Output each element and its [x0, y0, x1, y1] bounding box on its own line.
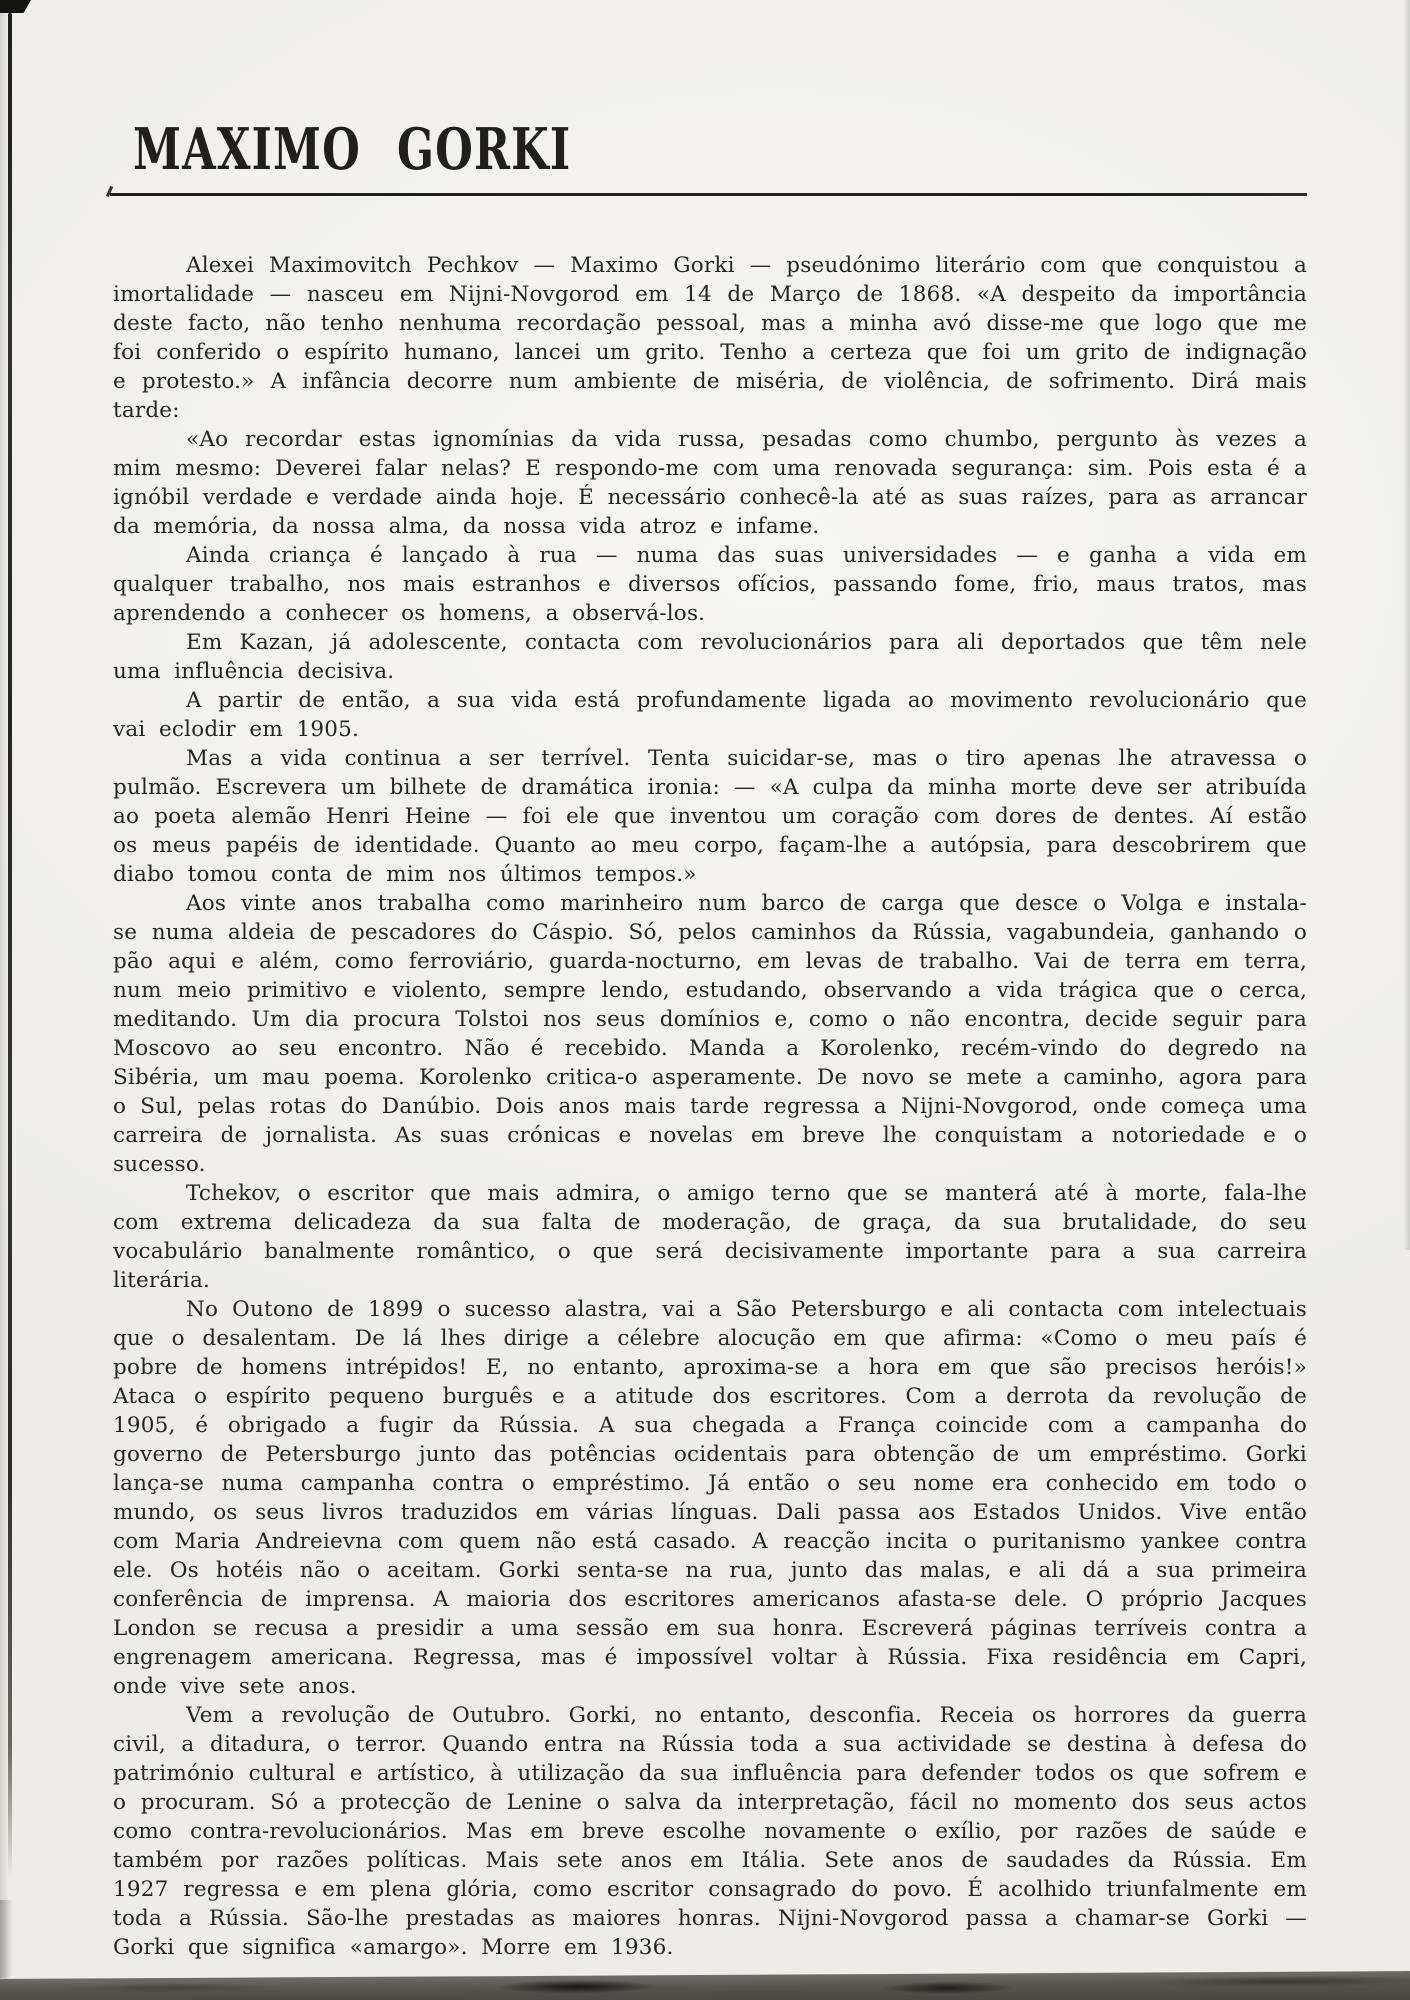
paragraph-tchekov: Tchekov, o escritor que mais admira, o amigo terno que se manterá até à morte, fala-lhe com extrema delicadeza da sua falta de moderação, de graça, da sua brutalidade, do seu vocabulário banalmente romântico, o que será decisivamente importante para a sua carreira literária. [113, 1181, 1307, 1293]
scan-bottom-left-shade [0, 1900, 13, 1978]
paragraph-1899: No Outono de 1899 o sucesso alastra, vai a São Petersburgo e ali contacta com intelectuais que o desalentam. De lá lhes dirige a célebre alocução em que afirma: «Como o meu país é pobre de homens intrépidos! E, no entanto, aproxima-se a hora em que são precisos heróis!» Ataca o espírito pequeno burguês e a atitude dos escritores. Com a derrota da revolução de 1905, é obrigado a fugir da Rússia. A sua chegada a França coincide com a campanha do governo de Petersburgo junto das potências ocidentais para obtenção de um empréstimo. Gorki lança-se numa campanha contra o empréstimo. Já então o seu nome era conhecido em todo o mundo, os seus livros traduzidos em várias línguas. Dali passa aos Estados Unidos. Vive então com Maria Andreievna com quem não está casado. A reacção incita o puritanismo yankee contra ele. Os hotéis não o aceitam. Gorki senta-se na rua, junto das malas, e ali dá a sua primeira conferência de imprensa. A maioria dos escritores americanos afasta-se dele. O próprio Jacques London se recusa a presidir a uma sessão em sua honra. Escreverá páginas terríveis contra a engrenagem americana. Regressa, mas é impossível voltar à Rússia. Fixa residência em Capri, onde vive sete anos. [113, 1297, 1307, 1699]
title-underline-rule [110, 193, 1307, 196]
scan-left-edge-line [8, 13, 12, 1879]
scan-bottom-edge [0, 1971, 1410, 2000]
paragraph-volga: Aos vinte anos trabalha como marinheiro num barco de carga que desce o Volga e instala-se numa aldeia de pescadores do Cáspio. Só, pelos caminhos da Rússia, vagabundeia, ganhando o pão aqui e além, como ferroviário, guarda-nocturno, em levas de trabalho. Vai de terra em terra, num meio primitivo e violento, sempre lendo, estudando, observando a vida trágica que o cerca, meditando. Um dia procura Tolstoi nos seus domínios e, como o não encontra, decide seguir para Moscovo ao seu encontro. Não é recebido. Manda a Korolenko, recém-vindo do degredo na Sibéria, um mau poema. Korolenko critica-o asperamente. De novo se mete a caminho, agora para o Sul, pelas rotas do Danúbio. Dois anos mais tarde regressa a Nijni-Novgorod, onde começa uma carreira de jornalista. As suas crónicas e novelas em breve lhe conquistam a notoriedade e o sucesso. [113, 891, 1307, 1177]
page-title: MAXIMO GORKI [133, 116, 572, 183]
scan-right-shade [1403, 0, 1410, 1250]
paragraph-movimento: A partir de então, a sua vida está profundamente ligada ao movimento revolucionário que vai eclodir em 1905. [113, 688, 1307, 742]
paragraph-outubro: Vem a revolução de Outubro. Gorki, no entanto, desconfia. Receia os horrores da guerra civil, a ditadura, o terror. Quando entra na Rússia toda a sua actividade se destina à defesa do património cultural e artístico, à utilização da sua influência para defender todos os que sofrem e o procuram. Só a protecção de Lenine o salva da interpretação, fácil no momento dos seus actos como contra-revolucionários. Mas em breve escolhe novamente o exílio, por razões de saúde e também por razões políticas. Mais sete anos em Itália. Sete anos de saudades da Rússia. Em 1927 regressa e em plena glória, como escritor consagrado do povo. É acolhido triunfalmente em toda a Rússia. São-lhe prestadas as maiores honras. Nijni-Novgorod passa a chamar-se Gorki — Gorki que significa «amargo». Morre em 1936. [113, 1703, 1307, 1960]
paragraph-intro: Alexei Maximovitch Pechkov — Maximo Gorki — pseudónimo literário com que conquistou a imortalidade — nasceu em Nijni-Novgorod em 14 de Março de 1868. «A despeito da importância deste facto, não tenho nenhuma recordação pessoal, mas a minha avó disse-me que logo que me foi conferido o espírito humano, lancei um grito. Tenho a certeza que foi um grito de indignação e protesto.» A infância decorre num ambiente de miséria, de violência, de sofrimento. Dirá mais tarde: [113, 253, 1307, 423]
paragraph-crianca: Ainda criança é lançado à rua — numa das suas universidades — e ganha a vida em qualquer trabalho, nos mais estranhos e diversos ofícios, passando fome, frio, maus tratos, mas aprendendo a conhecer os homens, a observá-los. [113, 543, 1307, 626]
paragraph-suicidio: Mas a vida continua a ser terrível. Tenta suicidar-se, mas o tiro apenas lhe atravessa o pulmão. Escrevera um bilhete de dramática ironia: — «A culpa da minha morte deve ser atribuída ao poeta alemão Henri Heine — foi ele que inventou um coração com dores de dentes. Aí estão os meus papéis de identidade. Quanto ao meu corpo, façam-lhe a autópsia, para descobrirem que diabo tomou conta de mim nos últimos tempos.» [113, 746, 1307, 887]
paragraph-quote-ignominias: «Ao recordar estas ignomínias da vida russa, pesadas como chumbo, pergunto às vezes a mim mesmo: Deverei falar nelas? E respondo-me com uma renovada segurança: sim. Pois esta é a ignóbil verdade e verdade ainda hoje. É necessário conhecê-la até as suas raízes, para as arrancar da memória, da nossa alma, da nossa vida atroz e infame. [113, 427, 1307, 539]
article-body [113, 251, 1307, 1962]
paragraph-kazan: Em Kazan, já adolescente, contacta com revolucionários para ali deportados que têm nele uma influência decisiva. [113, 630, 1307, 684]
scan-corner-mark [0, 0, 31, 13]
